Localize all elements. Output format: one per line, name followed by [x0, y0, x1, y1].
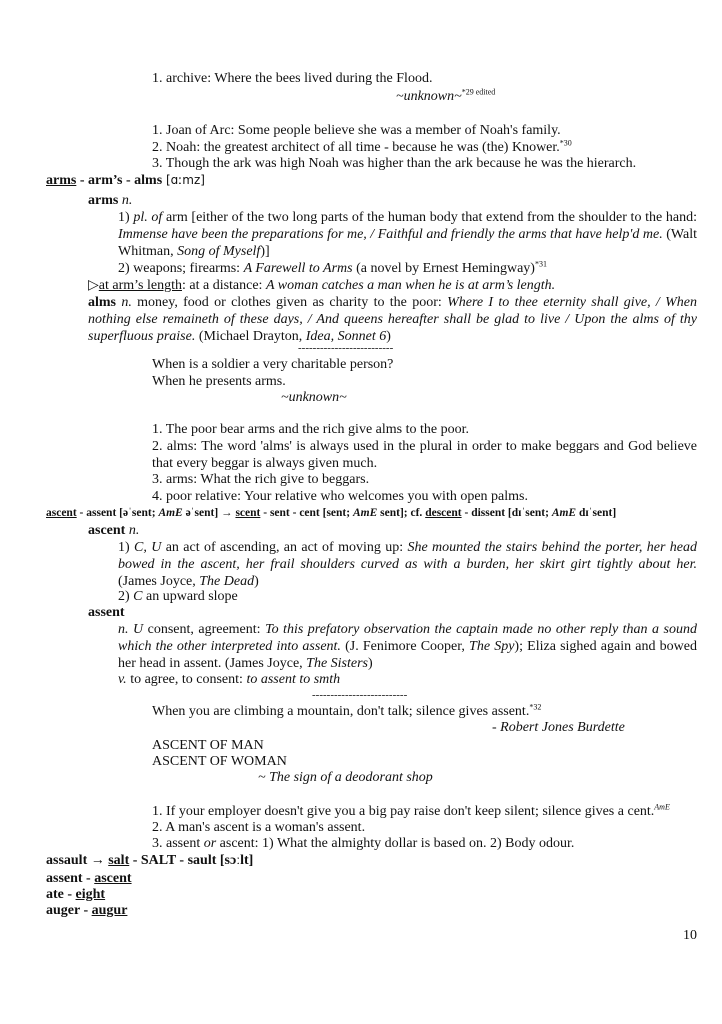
- source: (J. Fenimore Cooper,: [345, 639, 465, 654]
- title: A Farewell to Arms: [243, 261, 353, 276]
- quote-text: When you are climbing a mountain, don't talk; silence gives assent.: [152, 704, 530, 719]
- note: (a novel by Ernest Hemingway): [356, 261, 535, 276]
- source-title: The Spy: [469, 639, 515, 654]
- pronunciation: [ɑːmz]: [162, 173, 205, 187]
- link-salt: salt: [108, 853, 130, 868]
- quote: She mounted the stairs behind the porter, her head bowed in the ascent, her frail shoulders curved as with a burden, her skirt girt tightly about her.: [118, 540, 697, 572]
- text: assent -: [46, 871, 95, 886]
- grammar-label: C, U: [134, 540, 162, 555]
- noah-text: 2. Noah: the greatest architect of all time - because he was (the) Knower.: [152, 140, 560, 155]
- part-of-speech: v.: [118, 672, 127, 687]
- archive-joke: 1. archive: Where the bees lived during the Flood.: [152, 71, 433, 86]
- ame-label: AmE: [352, 507, 378, 519]
- definition: consent, agreement:: [143, 622, 261, 637]
- assent-noun-sense: [118, 621, 697, 672]
- entry-word: alms: [88, 295, 116, 310]
- ascent-headword-line: [46, 505, 616, 522]
- arms-sense-1: [118, 209, 697, 260]
- alms-pun-4: 4. poor relative: Your relative who welcomes you with open palms.: [152, 489, 528, 504]
- shop-line-1: ASCENT OF MAN: [152, 738, 264, 753]
- part-of-speech: n. U: [118, 622, 144, 637]
- word-alms: alms: [134, 173, 163, 188]
- ame-label: AmE: [551, 507, 577, 519]
- source-end: ): [386, 329, 391, 344]
- text: əˈsent] →: [182, 507, 236, 519]
- joke-attribution: ~unknown~: [281, 390, 347, 405]
- page-number: 10: [683, 928, 697, 943]
- headword-arms: arms: [46, 173, 77, 188]
- pun-text: 1. If your employer doesn't give you a big pay raise don't keep silent; silence gives a cent.: [152, 804, 655, 819]
- source-end: ): [254, 574, 259, 589]
- footnote-ref: *32: [529, 702, 542, 712]
- definition: arm [either of the two long parts of the human body that extend from the shoulder to the hand:: [162, 210, 697, 225]
- assault-headword-line: [46, 852, 253, 869]
- triangle-arrow-icon: ▷: [88, 278, 99, 293]
- definition: money, food or clothes given as charity to the poor:: [137, 295, 442, 310]
- definition: 2) weapons; firearms:: [118, 261, 241, 276]
- attribution-text: ~unknown~: [396, 89, 462, 104]
- entry-word: arms: [88, 193, 119, 208]
- assent-verb-sense: [118, 671, 340, 688]
- source-end: ): [368, 656, 373, 671]
- arms-phrase: [88, 277, 555, 294]
- assent-entry-head: assent: [88, 605, 125, 620]
- link-ascent: ascent: [94, 871, 132, 886]
- source: (Michael Drayton,: [198, 329, 303, 344]
- part-of-speech: n.: [125, 523, 140, 538]
- source-title: The Sisters: [306, 656, 369, 671]
- xref-auger: [46, 902, 127, 919]
- text: 3. assent: [152, 836, 201, 851]
- pun-cent: [152, 803, 670, 820]
- arms-headword-line: [46, 172, 205, 189]
- entry-word: ascent: [88, 523, 126, 538]
- source: (Walt Whitman,: [118, 227, 697, 259]
- separator: --------------------------: [312, 689, 408, 701]
- example: A woman catches a man when he is at arm’s length.: [265, 278, 556, 293]
- word-arms-apos: arm’s: [88, 173, 123, 188]
- alms-pun-2: 2. alms: The word 'alms' is always used in the plural in order to make beggars and God believe that every beggar is always given much.: [152, 439, 697, 471]
- footnote-ref: *30: [559, 138, 572, 148]
- text: ascent: 1) What the almighty dollar is based on. 2) Body odour.: [219, 836, 575, 851]
- shop-attribution: ~ The sign of a deodorant shop: [258, 770, 433, 785]
- archive-attribution: [396, 88, 495, 105]
- source: (James Joyce,: [118, 574, 196, 589]
- grammar-label: C: [133, 589, 143, 604]
- phrase-def: : at a distance:: [181, 278, 263, 293]
- text: - dissent [dɪˈsent;: [461, 507, 552, 519]
- text: sent]; cf.: [377, 507, 426, 519]
- sense-number: 1): [118, 210, 130, 225]
- text: - SALT - sault [sɔːlt]: [129, 853, 254, 868]
- alms-pun-3: 3. arms: What the rich give to beggars.: [152, 472, 370, 487]
- sep: -: [76, 173, 88, 188]
- text-or: or: [203, 836, 217, 851]
- text: ate -: [46, 887, 76, 902]
- source-text: ); Eliza sighed again and bowed her head in assent. (James Joyce,: [118, 639, 697, 671]
- example: to assent to smth: [246, 672, 341, 687]
- sense-number: 2): [118, 589, 130, 604]
- joke-answer: When he presents arms.: [152, 374, 286, 389]
- noah-line: [152, 139, 572, 156]
- xref-assent: [46, 870, 132, 887]
- pun-man-woman: 2. A man's ascent is a woman's assent.: [152, 820, 366, 835]
- arms-sense-2: [118, 260, 547, 277]
- mountain-quote: [152, 703, 541, 720]
- alms-pun-1: 1. The poor bear arms and the rich give alms to the poor.: [152, 422, 469, 437]
- text: - assent [əˈsent;: [76, 507, 159, 519]
- source-title: Song of Myself: [177, 244, 261, 259]
- quote: Where I to thee eternity shall give, / When nothing else remaineth of these days, / And queens hereafter shall be glad to live / Upon the alms of thy superfluous praise.: [88, 295, 698, 344]
- ame-label: AmE: [158, 507, 183, 519]
- link-eight: eight: [75, 887, 106, 902]
- definition: to agree, to consent:: [126, 672, 243, 687]
- text: - sent - cent [sent;: [260, 507, 353, 519]
- source-end: )]: [260, 244, 270, 259]
- joke-question: When is a soldier a very charitable person?: [152, 357, 394, 372]
- definition: an upward slope: [142, 589, 238, 604]
- sense-number: 1): [118, 540, 130, 555]
- quote-attribution: - Robert Jones Burdette: [492, 720, 625, 735]
- link-scent: scent: [235, 507, 261, 519]
- source-title: The Dead: [199, 574, 255, 589]
- phrase: at arm’s length: [98, 278, 182, 293]
- text: auger -: [46, 903, 92, 918]
- xref-ate: [46, 886, 105, 903]
- shop-line-2: ASCENT OF WOMAN: [152, 754, 287, 769]
- pun-assent-ascent: [152, 835, 574, 852]
- ascent-sense-2: [118, 588, 238, 605]
- pl-label: pl. of: [133, 210, 163, 225]
- headword-assault: assault →: [46, 853, 109, 868]
- ascent-entry-head: [88, 522, 139, 539]
- footnote-ref: *31: [534, 259, 547, 269]
- alms-entry: [88, 294, 697, 345]
- sep: -: [122, 173, 135, 188]
- link-augur: augur: [91, 903, 128, 918]
- source-title: Idea, Sonnet 6: [305, 329, 387, 344]
- ame-label: AmE: [654, 802, 670, 812]
- headword-ascent: ascent: [46, 507, 77, 519]
- part-of-speech: n.: [118, 193, 133, 208]
- ascent-sense-1: [118, 539, 697, 590]
- separator: --------------------------: [298, 342, 394, 354]
- ark-line: 3. Though the ark was high Noah was higher than the ark because he was the hierarch.: [152, 156, 637, 171]
- quote: To this prefatory observation the captain made no other reply than a sound which the other interpreted into assent.: [118, 622, 697, 654]
- quote: Immense have been the preparations for me, / Faithful and friendly the arms that have help'd me.: [118, 227, 663, 242]
- definition: an act of ascending, an act of moving up:: [161, 540, 404, 555]
- text: dɪˈsent]: [576, 507, 617, 519]
- footnote-ref: *29 edited: [461, 87, 496, 97]
- link-descent: descent: [425, 507, 462, 519]
- joan-line: 1. Joan of Arc: Some people believe she was a member of Noah's family.: [152, 123, 561, 138]
- part-of-speech: n.: [121, 295, 132, 310]
- arms-entry-head: [88, 192, 132, 209]
